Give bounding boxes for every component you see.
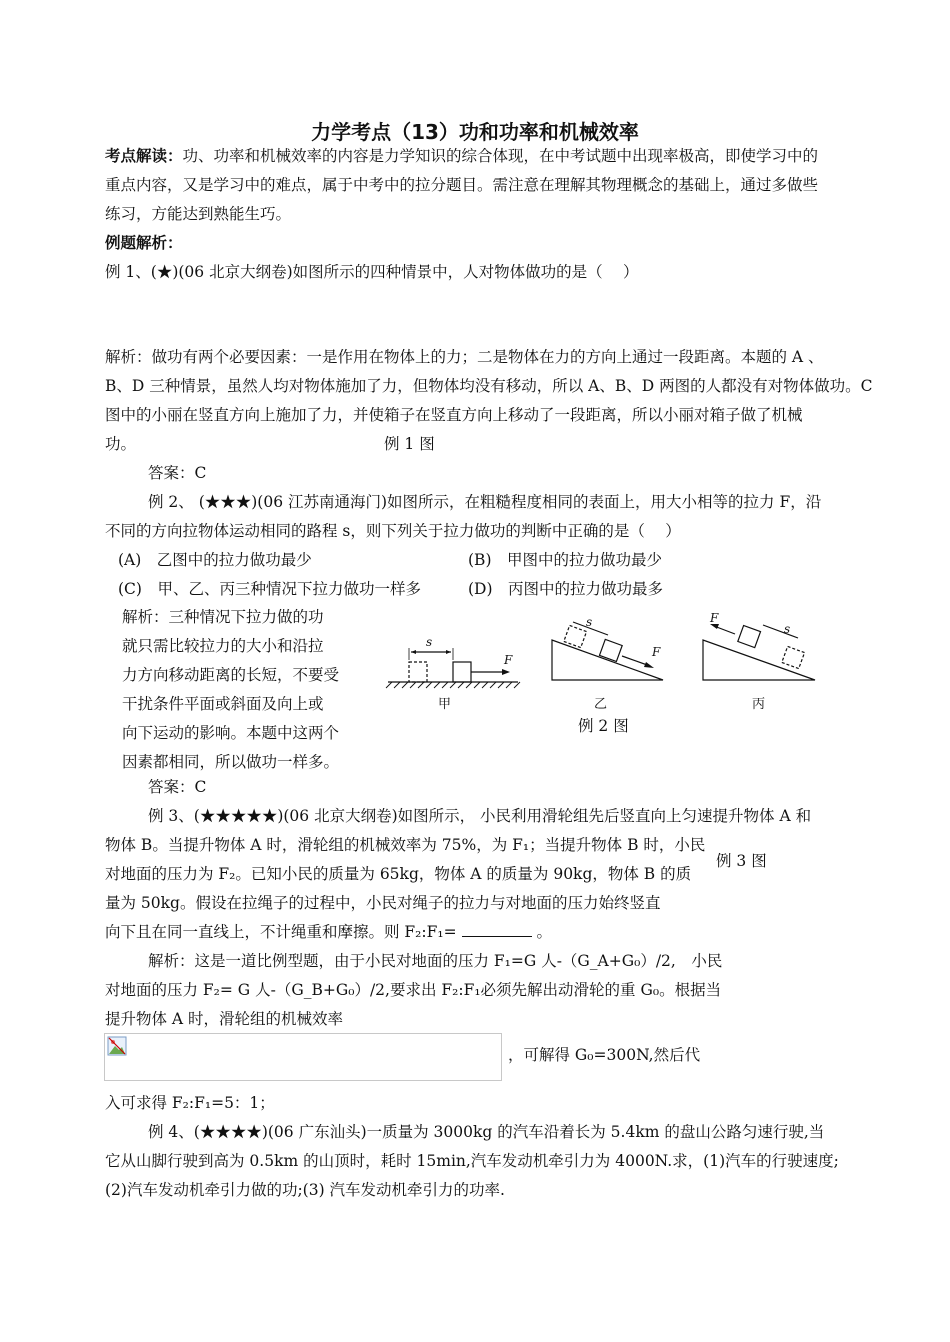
ex2-answer: 答案：C [148, 778, 207, 796]
ex3-analysis-4: ，可解得 G₀=300N,然后代 [508, 1046, 701, 1064]
ex2-option-d: (D) 丙图中的拉力做功最多 [468, 580, 664, 598]
ex4-line-3: (2)汽车发动机牵引力做的功;(3) 汽车发动机牵引力的功率. [105, 1181, 505, 1199]
page-title: 力学考点（13）功和功率和机械效率 [311, 120, 639, 144]
ex2-analysis-line: 力方向移动距离的长短，不要受 [122, 666, 340, 684]
ex2-analysis-line: 就只需比较拉力的大小和沿拉 [122, 637, 324, 655]
ex2-analysis-line: 因素都相同，所以做功一样多。 [122, 753, 340, 771]
ex3-analysis-5: 入可求得 F₂:F₁=5：1； [105, 1094, 275, 1112]
broken-image-icon [107, 1036, 127, 1056]
ex1-answer: 答案：C [148, 464, 207, 482]
ex4-line-2: 它从山脚行驶到高为 0.5km 的山顶时，耗时 15min,汽车发动机牵引力为 4000N.求，(1)汽车的行驶速度; [105, 1152, 839, 1170]
incline-yi [552, 640, 663, 680]
ex3-question-1: 例 3、(★★★★★)(06 北京大纲卷)如图所示， 小民利用滑轮组先后竖直向上匀速提升物体 A 和 [148, 807, 812, 825]
section-label: 例题解析： [105, 233, 183, 252]
label-bing: 丙 [752, 697, 766, 712]
block [453, 662, 471, 682]
incline-bing [703, 640, 815, 680]
ex1-question: 例 1、(★)(06 北京大纲卷)如图所示的四种情景中，人对物体做功的是（ ） [105, 263, 639, 281]
label-s: s [784, 622, 791, 636]
ex2-analysis-line: 向下运动的影响。本题中这两个 [122, 724, 340, 742]
ex1-analysis-4: 功。 [105, 435, 137, 453]
block [738, 625, 761, 647]
ex2-figure-caption: 例 2 图 [578, 717, 629, 735]
ex1-analysis-1: 解析：做功有两个必要因素：一是作用在物体上的力；二是物体在力的方向上通过一段距离。本题的 A 、 [105, 348, 824, 366]
ex3-analysis-1: 解析：这是一道比例型题，由于小民对地面的压力 F₁=G 人-（G_A+G₀）/2, 小民 [148, 952, 723, 970]
ex1-analysis-2: B、D 三种情景，虽然人均对物体施加了力，但物体均没有移动，所以 A、B、D 两图的人都没有对物体做功。C [105, 377, 873, 395]
ex2-analysis-line: 解析：三种情况下拉力做的功 [122, 608, 324, 626]
ground-hatch [386, 682, 520, 688]
ex3-question-2: 物体 B。当提升物体 A 时，滑轮组的机械效率为 75%，为 F₁；当提升物体 B 时，小民 [105, 836, 706, 854]
distance-arrow [763, 625, 798, 638]
ex2-analysis-line: 干扰条件平面或斜面及向上或 [122, 695, 324, 713]
answer-blank [462, 922, 532, 937]
ex2-question-1: 例 2、 (★★★)(06 江苏南通海门)如图所示，在粗糙程度相同的表面上，用大小相等的拉力 F，沿 [148, 493, 822, 511]
start-position-box [564, 625, 587, 647]
label-F: F [710, 612, 719, 625]
end-position-box [782, 646, 805, 668]
ex2-option-c: (C) 甲、乙、丙三种情况下拉力做功一样多 [118, 580, 421, 598]
start-position-box [409, 662, 427, 682]
intro-line-3: 练习，方能达到熟能生巧。 [105, 205, 292, 223]
intro-line-2: 重点内容，又是学习中的难点，属于中考中的拉分题目。需注意在理解其物理概念的基础上，通过多做些 [105, 176, 819, 194]
ex2-option-a: (A) 乙图中的拉力做功最少 [118, 551, 312, 569]
ex2-figure [380, 612, 840, 717]
label-F: F [504, 653, 513, 667]
ex2-question-2: 不同的方向拉物体运动相同的路程 s，则下列关于拉力做功的判断中正确的是（ ） [105, 522, 681, 540]
ex3-analysis-2: 对地面的压力 F₂= G 人-（G_B+G₀）/2,要求出 F₂:F₁必须先解出动滑轮的重 G₀。根据当 [105, 981, 722, 999]
label-s: s [586, 615, 593, 629]
ex4-line-1: 例 4、(★★★★)(06 广东汕头)一质量为 3000kg 的汽车沿着长为 5.4km 的盘山公路匀速行驶,当 [148, 1123, 825, 1141]
ex1-analysis-3: 图中的小丽在竖直方向上施加了力，并使箱子在竖直方向上移动了一段距离，所以小丽对箱子做了机械 [105, 406, 803, 424]
label-F: F [652, 645, 661, 659]
label-jia: 甲 [438, 697, 452, 712]
intro-line-1: 考点解读：功、功率和机械效率的内容是力学知识的综合体现，在中考试题中出现率极高，即使学习中的 [105, 146, 819, 165]
formula-image-placeholder [104, 1033, 502, 1081]
label-s: s [426, 635, 433, 649]
ex3-question-5: 向下且在同一直线上，不计绳重和摩擦。则 F₂:F₁= 。 [105, 923, 552, 941]
ex2-option-b: (B) 甲图中的拉力做功最少 [468, 551, 662, 569]
ex3-question-3: 对地面的压力为 F₂。已知小民的质量为 65kg，物体 A 的质量为 90kg，物体 B 的质 [105, 865, 692, 883]
label-yi: 乙 [594, 697, 608, 712]
ex3-analysis-3: 提升物体 A 时，滑轮组的机械效率 [105, 1010, 344, 1028]
intro-label: 考点解读： [105, 146, 183, 165]
ex1-figure-caption: 例 1 图 [384, 435, 435, 453]
ex3-figure-caption: 例 3 图 [716, 852, 767, 870]
ex3-question-4: 量为 50kg。假设在拉绳子的过程中，小民对绳子的拉力与对地面的压力始终竖直 [105, 894, 661, 912]
